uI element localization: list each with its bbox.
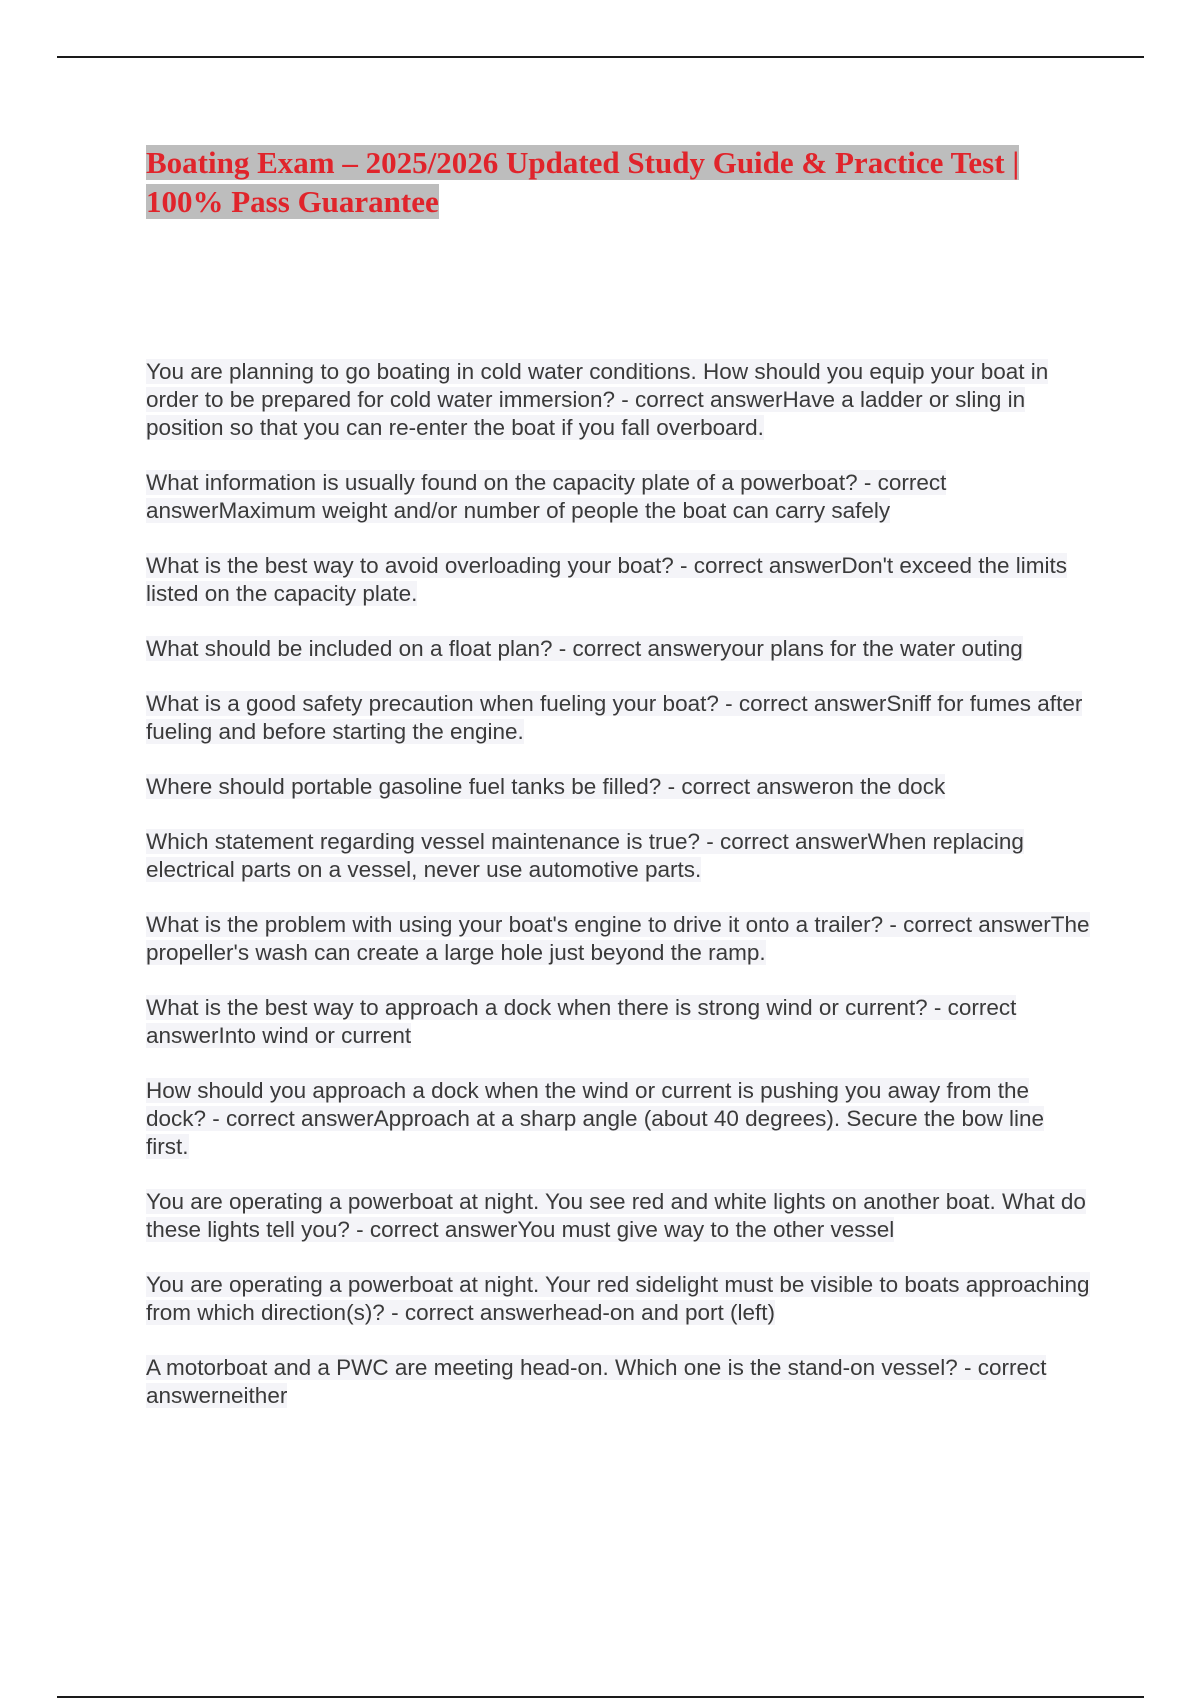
- qa-item: [146, 552, 1092, 608]
- qa-item: [146, 773, 1092, 801]
- qa-item: [146, 469, 1092, 525]
- qa-item: [146, 690, 1092, 746]
- document-title-text: Boating Exam – 2025/2026 Updated Study Guide & Practice Test | 100% Pass Guarantee: [146, 145, 1020, 219]
- qa-item: [146, 994, 1092, 1050]
- qa-text: What should be included on a float plan? - correct answeryour plans for the water outing: [146, 636, 1023, 661]
- qa-text: What is the best way to approach a dock when there is strong wind or current? - correct answerInto wind or current: [146, 995, 1017, 1048]
- qa-item: [146, 828, 1092, 884]
- qa-item: [146, 1188, 1092, 1244]
- qa-text: You are operating a powerboat at night. Your red sidelight must be visible to boats approaching from which direction(s)? - correct answerhead-on and port (left): [146, 1272, 1090, 1325]
- document-title: [146, 143, 1066, 221]
- qa-item: [146, 635, 1092, 663]
- qa-text: Which statement regarding vessel maintenance is true? - correct answerWhen replacing electrical parts on a vessel, never use automotive parts.: [146, 829, 1024, 882]
- qa-text: What is the best way to avoid overloading your boat? - correct answerDon't exceed the limits listed on the capacity plate.: [146, 553, 1067, 606]
- qa-text: How should you approach a dock when the wind or current is pushing you away from the dock? - correct answerApproach at a sharp angle (about 40 degrees). Secure the bow line first.: [146, 1078, 1045, 1159]
- top-rule: [57, 56, 1144, 58]
- qa-item: [146, 1354, 1092, 1410]
- qa-list: [146, 358, 1092, 1437]
- qa-text: What is the problem with using your boat's engine to drive it onto a trailer? - correct answerThe propeller's wash can create a large hole just beyond the ramp.: [146, 912, 1090, 965]
- qa-text: A motorboat and a PWC are meeting head-on. Which one is the stand-on vessel? - correct answerneither: [146, 1355, 1047, 1408]
- qa-text: You are operating a powerboat at night. You see red and white lights on another boat. What do these lights tell you? - correct answerYou must give way to the other vessel: [146, 1189, 1086, 1242]
- qa-text: You are planning to go boating in cold water conditions. How should you equip your boat in order to be prepared for cold water immersion? - correct answerHave a ladder or sling in position so that you can re-enter the boat if you fall overboard.: [146, 359, 1049, 440]
- qa-item: [146, 1077, 1092, 1161]
- bottom-rule: [57, 1696, 1144, 1698]
- qa-item: [146, 911, 1092, 967]
- qa-text: What information is usually found on the capacity plate of a powerboat? - correct answerMaximum weight and/or number of people the boat can carry safely: [146, 470, 947, 523]
- qa-text: Where should portable gasoline fuel tanks be filled? - correct answeron the dock: [146, 774, 946, 799]
- qa-item: [146, 358, 1092, 442]
- qa-text: What is a good safety precaution when fueling your boat? - correct answerSniff for fumes after fueling and before starting the engine.: [146, 691, 1083, 744]
- qa-item: [146, 1271, 1092, 1327]
